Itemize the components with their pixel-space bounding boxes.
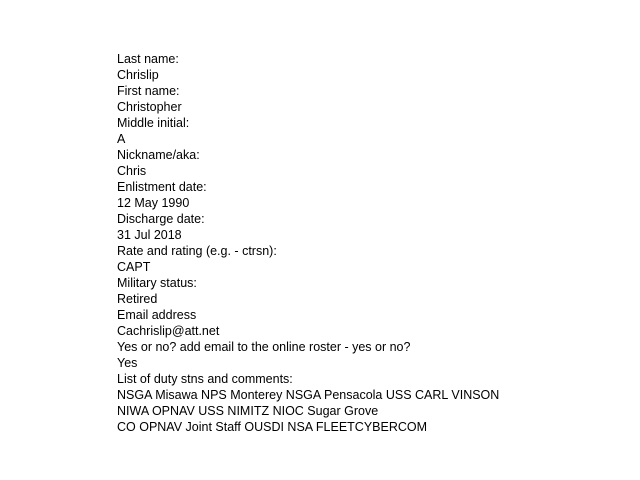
discharge-date-label: Discharge date: bbox=[117, 212, 205, 226]
rate-rating-value: CAPT bbox=[117, 260, 151, 274]
email-address-label: Email address bbox=[117, 308, 197, 322]
first-name-label: First name: bbox=[117, 84, 180, 98]
middle-initial-label: Middle initial: bbox=[117, 116, 190, 130]
roster-record bbox=[117, 51, 537, 435]
duty-stations-line: NIWA OPNAV USS NIMITZ NIOC Sugar Grove bbox=[117, 404, 379, 418]
military-status-label: Military status: bbox=[117, 276, 197, 290]
duty-stations-section bbox=[117, 371, 537, 435]
duty-stations-line: NSGA Misawa NPS Monterey NSGA Pensacola USS CARL VINSON bbox=[117, 388, 500, 402]
last-name-label: Last name: bbox=[117, 52, 179, 66]
duty-stations-label: List of duty stns and comments: bbox=[117, 372, 293, 386]
middle-initial-value: A bbox=[117, 132, 126, 146]
roster-consent-label: Yes or no? add email to the online roster - yes or no? bbox=[117, 340, 411, 354]
discharge-date-value: 31 Jul 2018 bbox=[117, 228, 182, 242]
military-status-value: Retired bbox=[117, 292, 158, 306]
enlistment-date-value: 12 May 1990 bbox=[117, 196, 190, 210]
last-name-value: Chrislip bbox=[117, 68, 159, 82]
nickname-label: Nickname/aka: bbox=[117, 148, 200, 162]
nickname-value: Chris bbox=[117, 164, 147, 178]
enlistment-date-label: Enlistment date: bbox=[117, 180, 207, 194]
rate-rating-label: Rate and rating (e.g. - ctrsn): bbox=[117, 244, 277, 258]
roster-consent-value: Yes bbox=[117, 356, 138, 370]
duty-stations-line: CO OPNAV Joint Staff OUSDI NSA FLEETCYBERCOM bbox=[117, 420, 428, 434]
email-address-value: Cachrislip@att.net bbox=[117, 324, 220, 338]
first-name-value: Christopher bbox=[117, 100, 182, 114]
